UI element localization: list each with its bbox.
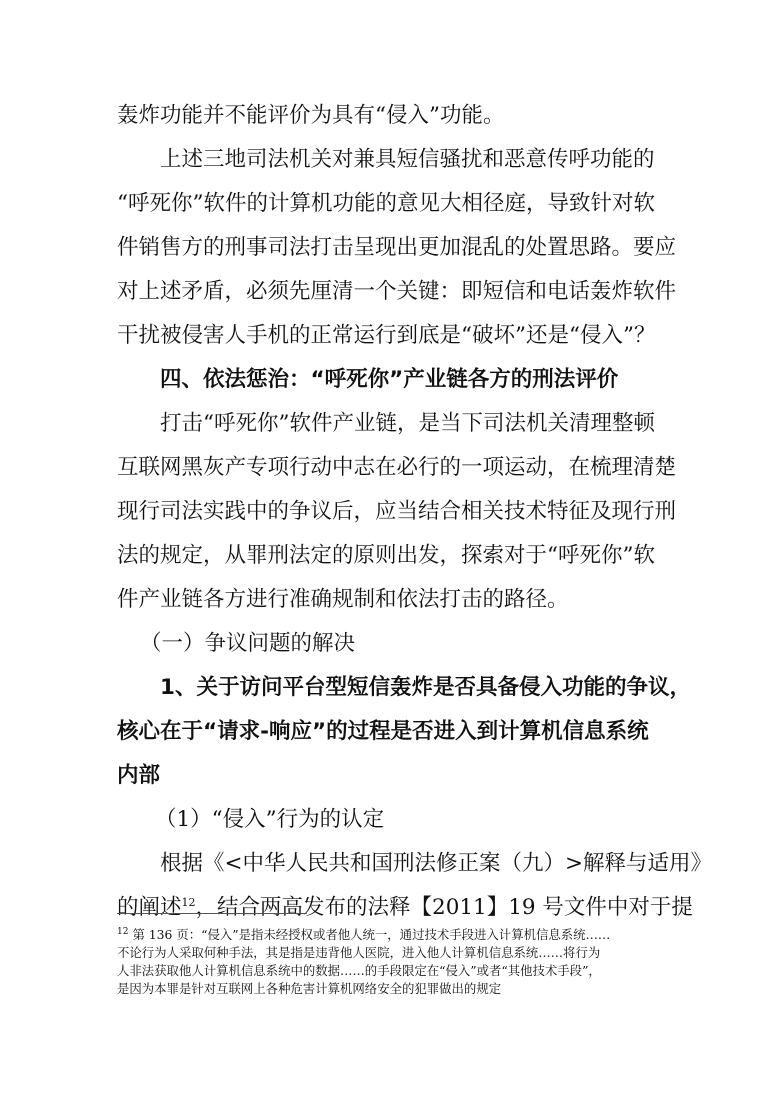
footnote bbox=[117, 926, 662, 998]
footnote-line-1 bbox=[117, 926, 662, 944]
section-heading-4: 四、依法惩治：“呼死你”产业链各方的刑法评价 bbox=[160, 367, 619, 392]
body-line-3: “呼死你”软件的计算机功能的意见大相径庭，导致针对软 bbox=[117, 191, 655, 216]
question-heading-line-3: 内部 bbox=[117, 763, 161, 788]
body-line-1: 轰炸功能并不能评价为具有“侵入”功能。 bbox=[117, 103, 505, 128]
body-line-8: 互联网黑灰产专项行动中志在必行的一项运动，在梳理清楚 bbox=[117, 455, 677, 480]
body-line-10: 法的规定，从罪刑法定的原则出发，探索对于“呼死你”软 bbox=[117, 543, 655, 568]
body-line-13-end: ，结合两高发布的法释【2011】19 号文件中对于提 bbox=[195, 895, 693, 920]
subsection-heading-2: （1）“侵入”行为的认定 bbox=[155, 807, 385, 832]
footnote-reference[interactable]: 12 bbox=[181, 895, 196, 909]
question-heading-line-1: 1、关于访问平台型短信轰炸是否具备侵入功能的争议， bbox=[160, 675, 691, 700]
subsection-heading-1: （一）争议问题的解决 bbox=[140, 631, 356, 656]
body-line-7: 打击“呼死你”软件产业链，是当下司法机关清理整顿 bbox=[160, 411, 655, 436]
body-line-13 bbox=[117, 893, 693, 923]
footnote-line-3: 人非法获取他人计算机信息系统中的数据……的手段限定在“侵入”或者“其他技术手段”， bbox=[117, 963, 601, 978]
footnote-line-4: 是因为本罪是针对互联网上各种危害计算机网络安全的犯罪做出的规定 bbox=[117, 981, 502, 996]
footnote-text-1: 第 136 页：“侵入”是指未经授权或者他人统一，通过技术手段进入计算机信息系统…… bbox=[132, 927, 611, 942]
footnote-mark: 12 bbox=[117, 926, 129, 937]
body-line-9: 现行司法实践中的争议后，应当结合相关技术特征及现行刑 bbox=[117, 499, 677, 524]
body-line-13-start: 的阐述 bbox=[117, 895, 182, 920]
body-line-12: 根据《<中华人民共和国刑法修正案（九）>解释与适用》 bbox=[160, 851, 713, 876]
body-line-4: 件销售方的刑事司法打击呈现出更加混乱的处置思路。要应 bbox=[117, 235, 677, 260]
body-line-6: 干扰被侵害人手机的正常运行到底是“破坏”还是“侵入”？ bbox=[117, 323, 656, 348]
body-line-2: 上述三地司法机关对兼具短信骚扰和恶意传呼功能的 bbox=[160, 147, 655, 172]
footnote-line-2: 不论行为人采取何种手法，其是指是违背他人医院，进入他人计算机信息系统……将行为 bbox=[117, 945, 601, 960]
body-line-11: 件产业链各方进行准确规制和依法打击的路径。 bbox=[117, 587, 569, 612]
body-line-5: 对上述矛盾，必须先厘清一个关键：即短信和电话轰炸软件 bbox=[117, 279, 677, 304]
question-heading-line-2: 核心在于“请求-响应”的过程是否进入到计算机信息系统 bbox=[117, 719, 649, 744]
footnote-separator bbox=[117, 913, 307, 914]
